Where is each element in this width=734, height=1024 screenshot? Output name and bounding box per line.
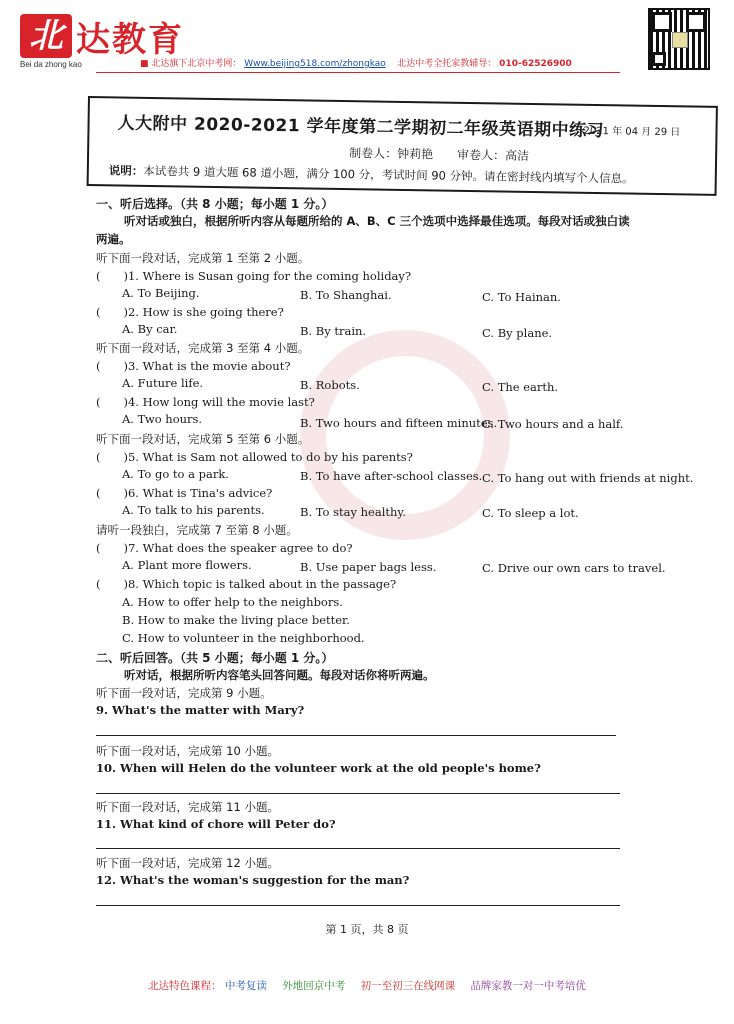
question-11: 11. What kind of chore will Peter do? xyxy=(96,817,336,831)
question-10: 10. When will Helen do the volunteer work at the old people's home? xyxy=(96,761,541,775)
question-7: ( )7. What does the speaker agree to do? xyxy=(96,541,353,555)
exam-authors: 制卷人：钟莉艳 审卷人：高洁 xyxy=(349,146,530,163)
exam-note-label: 说明： xyxy=(108,163,144,178)
answer-line-11[interactable] xyxy=(96,848,620,849)
option-6c: C. To sleep a lot. xyxy=(482,506,579,520)
section-2-heading: 二、听后回答。（共 5 小题；每小题 1 分。） xyxy=(96,651,334,665)
part-3-direction: 听下面一段对话，完成第 5 至第 6 小题。 xyxy=(96,432,310,446)
option-6b: B. To stay healthy. xyxy=(300,505,407,519)
logo-icon: 北 xyxy=(20,14,72,58)
footer-label: 北达特色课程： xyxy=(148,980,222,992)
option-7a: A. Plant more flowers. xyxy=(122,558,252,572)
option-4c: C. Two hours and a half. xyxy=(482,417,624,431)
option-3c: C. The earth. xyxy=(482,380,559,394)
option-1c: C. To Hainan. xyxy=(482,290,561,304)
footer-item-4[interactable]: 品牌家教一对一中考培优 xyxy=(470,980,586,992)
exam-note-text: 本试卷共 9 道大题 68 道小题，满分 100 分，考试时间 90 分钟。请在密封线内填写个人信息。 xyxy=(143,163,634,186)
question-3: ( )3. What is the movie about? xyxy=(96,359,291,373)
section-2-instruction: 听对话，根据所听内容笔头回答问题。每段对话你将听两遍。 xyxy=(124,668,435,682)
footer-item-3[interactable]: 初一至初三在线网课 xyxy=(360,980,456,992)
option-7c: C. Drive our own cars to travel. xyxy=(482,561,666,575)
option-2b: B. By train. xyxy=(300,324,367,338)
option-1b: B. To Shanghai. xyxy=(300,288,392,302)
qr-code-icon xyxy=(648,8,710,70)
footer-courses xyxy=(0,978,734,993)
banner-info-mid: 北达中考全托家教辅导： xyxy=(397,59,497,69)
part-11-direction: 听下面一段对话，完成第 11 小题。 xyxy=(96,800,279,814)
question-8: ( )8. Which topic is talked about in the passage? xyxy=(96,577,397,591)
phone-number: 010-62526900 xyxy=(499,59,572,69)
option-5c: C. To hang out with friends at night. xyxy=(482,471,694,485)
option-4b: B. Two hours and fifteen minutes. xyxy=(300,416,498,430)
part-9-direction: 听下面一段对话，完成第 9 小题。 xyxy=(96,686,272,700)
footer-item-1[interactable]: 中考复读 xyxy=(224,980,267,992)
section-1-heading: 一、听后选择。（共 8 小题；每小题 1 分。） xyxy=(96,197,334,211)
part-12-direction: 听下面一段对话，完成第 12 小题。 xyxy=(96,856,279,870)
answer-line-9[interactable] xyxy=(96,735,616,736)
exam-title-box xyxy=(87,96,718,196)
option-4a: A. Two hours. xyxy=(122,412,203,426)
option-7b: B. Use paper bags less. xyxy=(300,560,437,574)
option-5b: B. To have after-school classes. xyxy=(300,469,483,483)
part-2-direction: 听下面一段对话，完成第 3 至第 4 小题。 xyxy=(96,341,310,355)
answer-line-12[interactable] xyxy=(96,905,620,906)
website-link[interactable]: Www.beijing518.com/zhongkao xyxy=(244,59,386,69)
option-2c: C. By plane. xyxy=(482,326,553,340)
banner-info-prefix: ■ 北达旗下北京中考网： xyxy=(140,59,242,69)
header-banner xyxy=(0,0,734,78)
option-5a: A. To go to a park. xyxy=(122,467,229,481)
part-1-direction: 听下面一段对话，完成第 1 至第 2 小题。 xyxy=(96,251,310,265)
answer-line-10[interactable] xyxy=(96,793,620,794)
option-6a: A. To talk to his parents. xyxy=(122,503,265,517)
exam-note xyxy=(109,162,634,186)
part-4-direction: 请听一段独白，完成第 7 至第 8 小题。 xyxy=(96,523,298,537)
question-1: ( )1. Where is Susan going for the coming holiday? xyxy=(96,269,412,283)
question-4: ( )4. How long will the movie last? xyxy=(96,395,315,409)
option-2a: A. By car. xyxy=(122,322,178,336)
logo-pinyin: Bei da zhong kao xyxy=(20,60,82,69)
banner-divider xyxy=(96,72,620,73)
option-1a: A. To Beijing. xyxy=(122,286,200,300)
question-12: 12. What's the woman's suggestion for the man? xyxy=(96,873,410,887)
option-8a: A. How to offer help to the neighbors. xyxy=(122,595,343,609)
section-1-instruction: 听对话或独白，根据所听内容从每题所给的 A、B、C 三个选项中选择最佳选项。每段对话或独白读 xyxy=(124,214,630,228)
option-8c: C. How to volunteer in the neighborhood. xyxy=(122,631,365,645)
section-1-instruction-cont: 两遍。 xyxy=(96,232,131,246)
part-10-direction: 听下面一段对话，完成第 10 小题。 xyxy=(96,744,279,758)
logo-text: 达教育 xyxy=(76,20,184,60)
question-2: ( )2. How is she going there? xyxy=(96,305,284,319)
exam-date: 2021 年 04 月 29 日 xyxy=(583,125,681,139)
option-3a: A. Future life. xyxy=(122,376,204,390)
question-6: ( )6. What is Tina's advice? xyxy=(96,486,273,500)
question-9: 9. What's the matter with Mary? xyxy=(96,703,305,717)
option-3b: B. Robots. xyxy=(300,378,360,392)
banner-info xyxy=(140,56,572,69)
exam-title: 人大附中 2020-2021 学年度第二学期初二年级英语期中练习 xyxy=(117,113,605,142)
page-number: 第 1 页，共 8 页 xyxy=(325,923,409,936)
question-5: ( )5. What is Sam not allowed to do by his parents? xyxy=(96,450,413,464)
option-8b: B. How to make the living place better. xyxy=(122,613,350,627)
footer-item-2[interactable]: 外地回京中考 xyxy=(282,980,346,992)
